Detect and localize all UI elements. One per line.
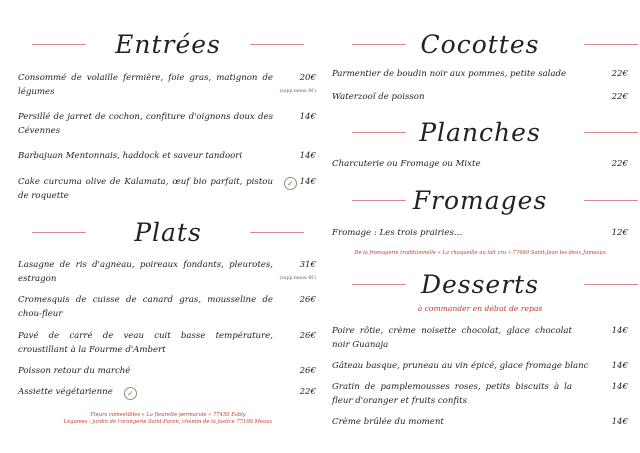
divider	[584, 200, 638, 201]
divider	[584, 284, 638, 285]
item-name: Persillé de jarret de cochon, confiture d'oignons doux des Cévennes	[18, 112, 273, 136]
section-title: Desserts	[420, 269, 540, 299]
item-price: 22€	[611, 69, 628, 79]
menu-item	[332, 227, 628, 241]
menu-item	[332, 325, 628, 352]
menu-item	[332, 416, 628, 430]
item-name: Poire rôtie, crème noisette chocolat, glace chocolat noir Guanaja	[332, 326, 572, 350]
item-price: 26€	[299, 366, 316, 376]
divider	[584, 132, 638, 133]
item-price: 26€	[299, 331, 316, 341]
item-price: 14€	[299, 151, 316, 161]
vegetarian-check-icon: ✓	[284, 177, 297, 190]
item-name: Gâteau basque, pruneau au vin épicé, glace fromage blanc	[332, 361, 589, 371]
item-name: Assiette végétarienne	[18, 387, 113, 397]
menu-item	[332, 360, 628, 374]
fromagerie-footnote: De la fromagerie traditionnelle « La chaqueille au lait cru » 77660 Saint-Jean les deux Jumeaux	[354, 250, 606, 256]
menu-item	[18, 294, 316, 321]
item-note: (supp.menu 6€)	[279, 276, 316, 281]
item-name: Lasagne de ris d'agneau, poireaux fondants, pleurotes, estragon	[18, 260, 273, 284]
item-price: 12€	[611, 228, 628, 238]
footnote-line: Légumes : jardin de l'orangerie Saint-Faron, chemin de la justice 77100 Meaux	[63, 419, 273, 425]
desserts-subtitle: à commander en début de repas	[417, 304, 543, 313]
divider	[32, 232, 86, 233]
menu-item	[332, 91, 628, 105]
menu-item	[18, 111, 316, 138]
divider	[584, 44, 638, 45]
section-title: Cocottes	[420, 29, 540, 59]
menu-item	[18, 259, 316, 286]
item-name: Pavé de carré de veau cuit basse température, croustillant à la Fourme d'Ambert	[18, 331, 273, 355]
item-price: 22€	[611, 92, 628, 102]
item-price: 14€	[299, 112, 316, 122]
menu-item	[18, 150, 316, 164]
item-name: Cromesquis de cuisse de canard gras, mousseline de chou-fleur	[18, 295, 273, 319]
divider	[250, 232, 304, 233]
item-name: Crème brûlée du moment	[332, 417, 444, 427]
item-price: 22€	[299, 387, 316, 397]
item-name: Cake curcuma olive de Kalamata, œuf bio parfait, pistou de roquette	[18, 177, 273, 201]
menu-item	[18, 330, 316, 357]
section-title: Planches	[419, 117, 541, 147]
divider	[352, 284, 406, 285]
item-price: 26€	[299, 295, 316, 305]
menu-item	[18, 365, 316, 379]
menu-item	[18, 176, 316, 203]
menu-item	[332, 158, 628, 172]
item-price: 14€	[611, 326, 628, 336]
sourcing-footnote	[58, 412, 278, 426]
item-name: Poisson retour du marché	[18, 366, 131, 376]
cocottes-heading	[332, 22, 628, 66]
entrees-heading	[18, 22, 318, 66]
section-title: Fromages	[412, 185, 548, 215]
item-price: 14€	[611, 417, 628, 427]
item-name: Gratin de pamplemousses roses, petits biscuits à la fleur d'oranger et fruits confits	[332, 382, 572, 406]
menu-item	[332, 381, 628, 408]
menu-item	[18, 72, 316, 99]
item-name: Fromage : Les trois prairies…	[332, 228, 463, 238]
vegetarian-check-icon: ✓	[124, 387, 137, 400]
desserts-heading	[332, 262, 628, 306]
item-price: 14€	[611, 361, 628, 371]
item-name: Waterzooï de poisson	[332, 92, 425, 102]
section-title: Plats	[134, 217, 202, 247]
footnote-line: Fleurs comestibles « La fleurette permacole » 77450 Esbly	[90, 412, 246, 418]
menu-item	[18, 386, 316, 400]
plats-heading	[18, 210, 318, 254]
fromages-heading	[332, 178, 628, 222]
item-note: (supp.menu 6€)	[279, 89, 316, 94]
divider	[250, 44, 304, 45]
item-name: Charcuterie ou Fromage ou Mixte	[332, 159, 481, 169]
item-price: 14€	[299, 177, 316, 187]
item-name: Barbajuan Mentonnais, haddock et saveur tandoori	[18, 151, 243, 161]
item-name: Consommé de volaille fermière, foie gras, matignon de légumes	[18, 73, 273, 97]
section-title: Entrées	[115, 29, 221, 59]
divider	[352, 200, 406, 201]
menu-item	[332, 68, 628, 82]
item-price: 20€	[299, 73, 316, 83]
item-name: Parmentier de boudin noir aux pommes, petite salade	[332, 69, 567, 79]
divider	[352, 44, 406, 45]
item-price: 31€	[299, 260, 316, 270]
planches-heading	[332, 110, 628, 154]
item-price: 22€	[611, 159, 628, 169]
divider	[32, 44, 86, 45]
divider	[352, 132, 406, 133]
item-price: 14€	[611, 382, 628, 392]
